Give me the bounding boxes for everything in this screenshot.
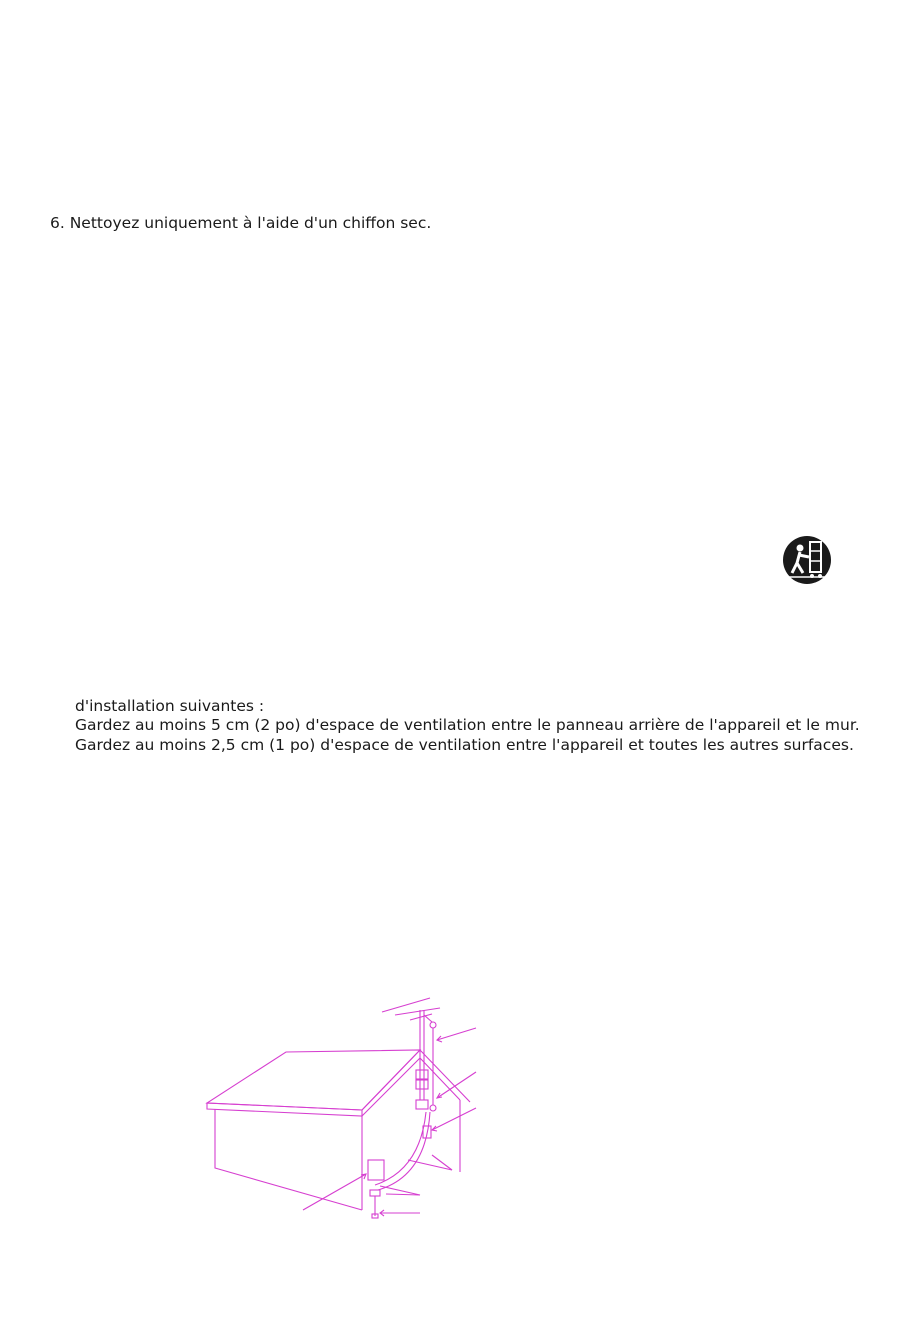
ventilation-rear-clearance: Gardez au moins 5 cm (2 po) d'espace de ventilation entre le panneau arrière de l'appareil et le mur. xyxy=(75,716,860,734)
ventilation-other-clearance: Gardez au moins 2,5 cm (1 po) d'espace de ventilation entre l'appareil et toutes les autres surfaces. xyxy=(75,736,854,754)
label-pointer-arrows xyxy=(303,1028,476,1216)
antenna-grounding-diagram xyxy=(200,990,480,1220)
cart-tip-over-warning-icon xyxy=(782,535,832,585)
antenna-illustration xyxy=(382,998,440,1111)
lead-in-wire xyxy=(375,1112,431,1190)
ventilation-intro: d'installation suivantes : xyxy=(75,697,265,715)
instruction-item-6: 6. Nettoyez uniquement à l'aide d'un chiffon sec. xyxy=(50,214,432,232)
